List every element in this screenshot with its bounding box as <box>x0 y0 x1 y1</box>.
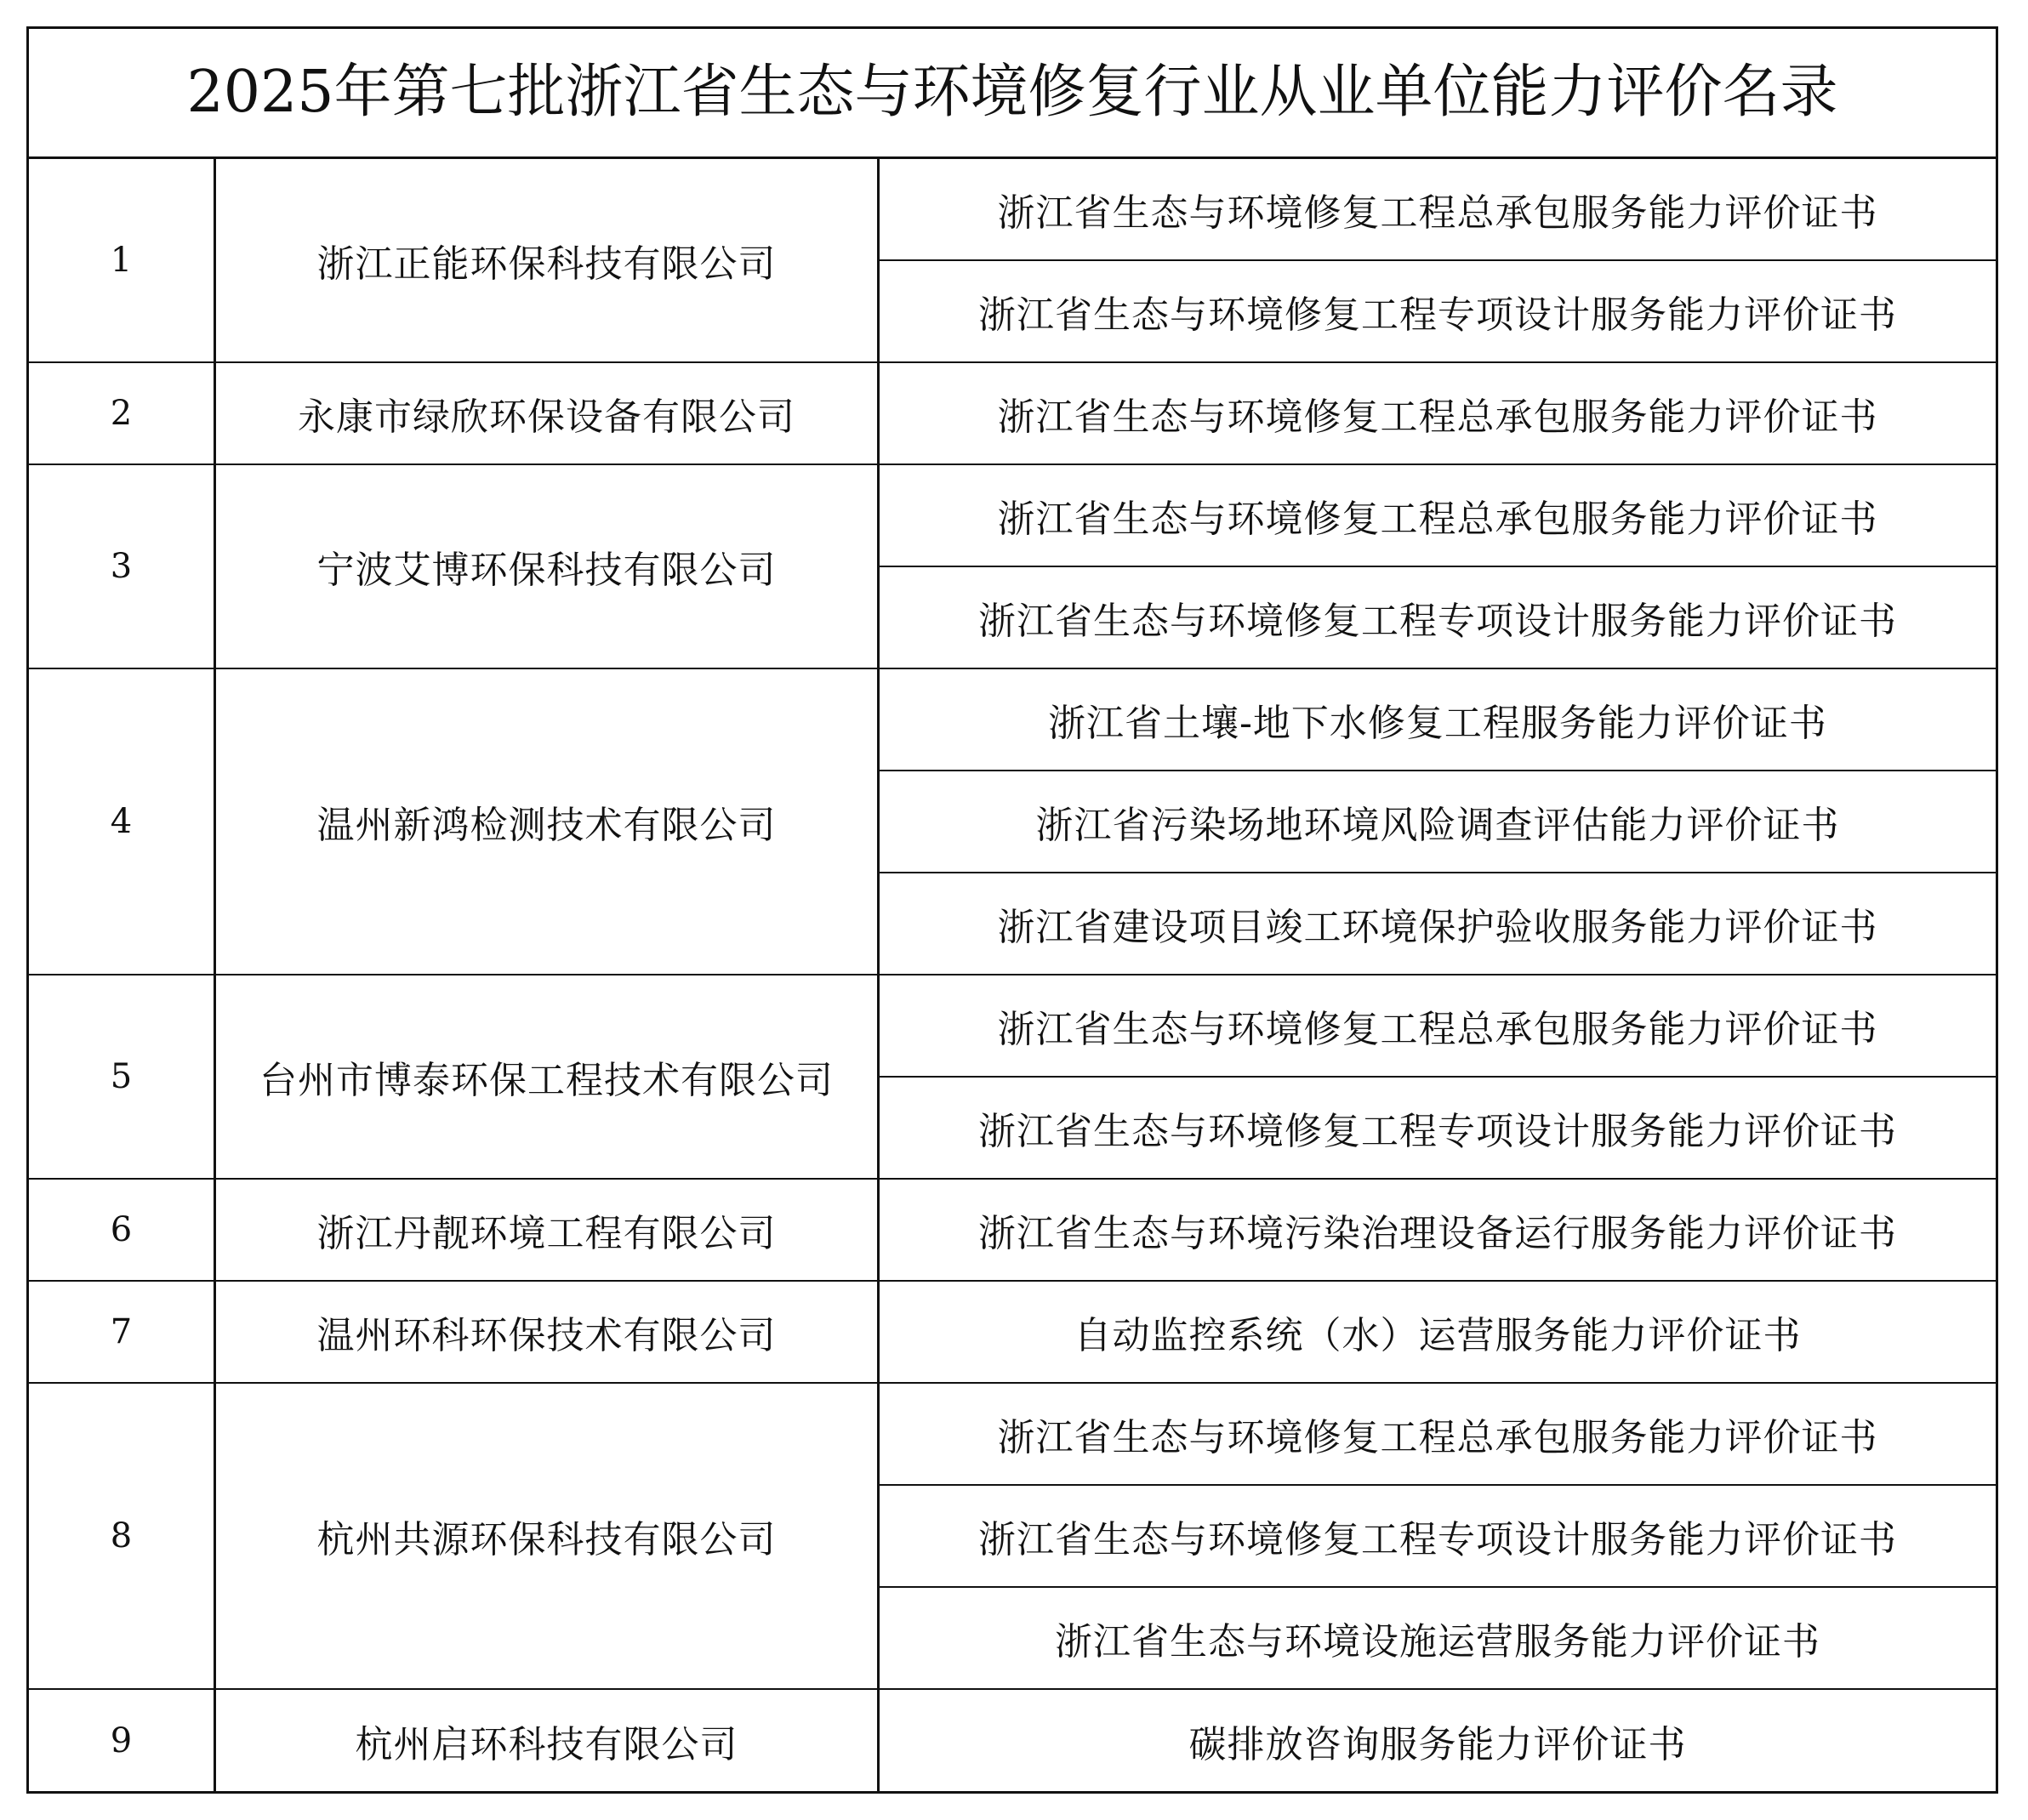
certificate-name: 浙江省生态与环境修复工程总承包服务能力评价证书 <box>880 159 1996 261</box>
entry-number: 2 <box>29 363 216 465</box>
company-name: 宁波艾博环保科技有限公司 <box>216 465 880 669</box>
company-name: 永康市绿欣环保设备有限公司 <box>216 363 880 465</box>
certificate-name: 浙江省生态与环境修复工程专项设计服务能力评价证书 <box>880 567 1996 669</box>
certificate-name: 浙江省生态与环境修复工程专项设计服务能力评价证书 <box>880 261 1996 363</box>
company-name: 浙江丹靓环境工程有限公司 <box>216 1180 880 1282</box>
directory-table <box>26 26 1998 1794</box>
certificate-name: 碳排放咨询服务能力评价证书 <box>1188 1723 1687 1766</box>
document-title: 2025年第七批浙江省生态与环境修复行业从业单位能力评价名录 <box>29 29 1996 159</box>
company-name: 温州环科环保技术有限公司 <box>216 1282 880 1384</box>
company-name: 温州新鸿检测技术有限公司 <box>216 669 880 975</box>
company-name: 浙江正能环保科技有限公司 <box>216 159 880 363</box>
entry-number: 5 <box>29 975 216 1180</box>
entry-number: 3 <box>29 465 216 669</box>
certificate-name: 浙江省土壤-地下水修复工程服务能力评价证书 <box>880 669 1996 771</box>
certificate-name: 浙江省生态与环境修复工程总承包服务能力评价证书 <box>880 363 1996 465</box>
certificate-name: 浙江省生态与环境修复工程专项设计服务能力评价证书 <box>880 1486 1996 1588</box>
entry-number: 4 <box>29 669 216 975</box>
certificate-name: 浙江省生态与环境污染治理设备运行服务能力评价证书 <box>880 1180 1996 1282</box>
certificate-name: 浙江省建设项目竣工环境保护验收服务能力评价证书 <box>880 873 1996 975</box>
company-name: 杭州共源环保科技有限公司 <box>216 1384 880 1690</box>
certificate-name: 浙江省生态与环境修复工程总承包服务能力评价证书 <box>880 1384 1996 1486</box>
certificate-name: 浙江省污染场地环境风险调查评估能力评价证书 <box>880 771 1996 873</box>
entry-number: 7 <box>29 1282 216 1384</box>
directory-grid <box>29 159 1996 1791</box>
certificate-name: 浙江省生态与环境设施运营服务能力评价证书 <box>880 1588 1996 1690</box>
entry-number: 8 <box>29 1384 216 1690</box>
certificate-name: 浙江省生态与环境修复工程总承包服务能力评价证书 <box>880 465 1996 567</box>
certificate-name: 浙江省生态与环境修复工程总承包服务能力评价证书 <box>880 975 1996 1078</box>
entry-number: 6 <box>29 1180 216 1282</box>
certificate-name: 浙江省生态与环境修复工程专项设计服务能力评价证书 <box>880 1078 1996 1180</box>
company-name: 杭州启环科技有限公司 <box>216 1690 880 1792</box>
company-name: 台州市博泰环保工程技术有限公司 <box>216 975 880 1180</box>
entry-number: 9 <box>29 1690 216 1792</box>
entry-number: 1 <box>29 159 216 363</box>
certificate-name: 自动监控系统（水）运营服务能力评价证书 <box>880 1282 1996 1384</box>
